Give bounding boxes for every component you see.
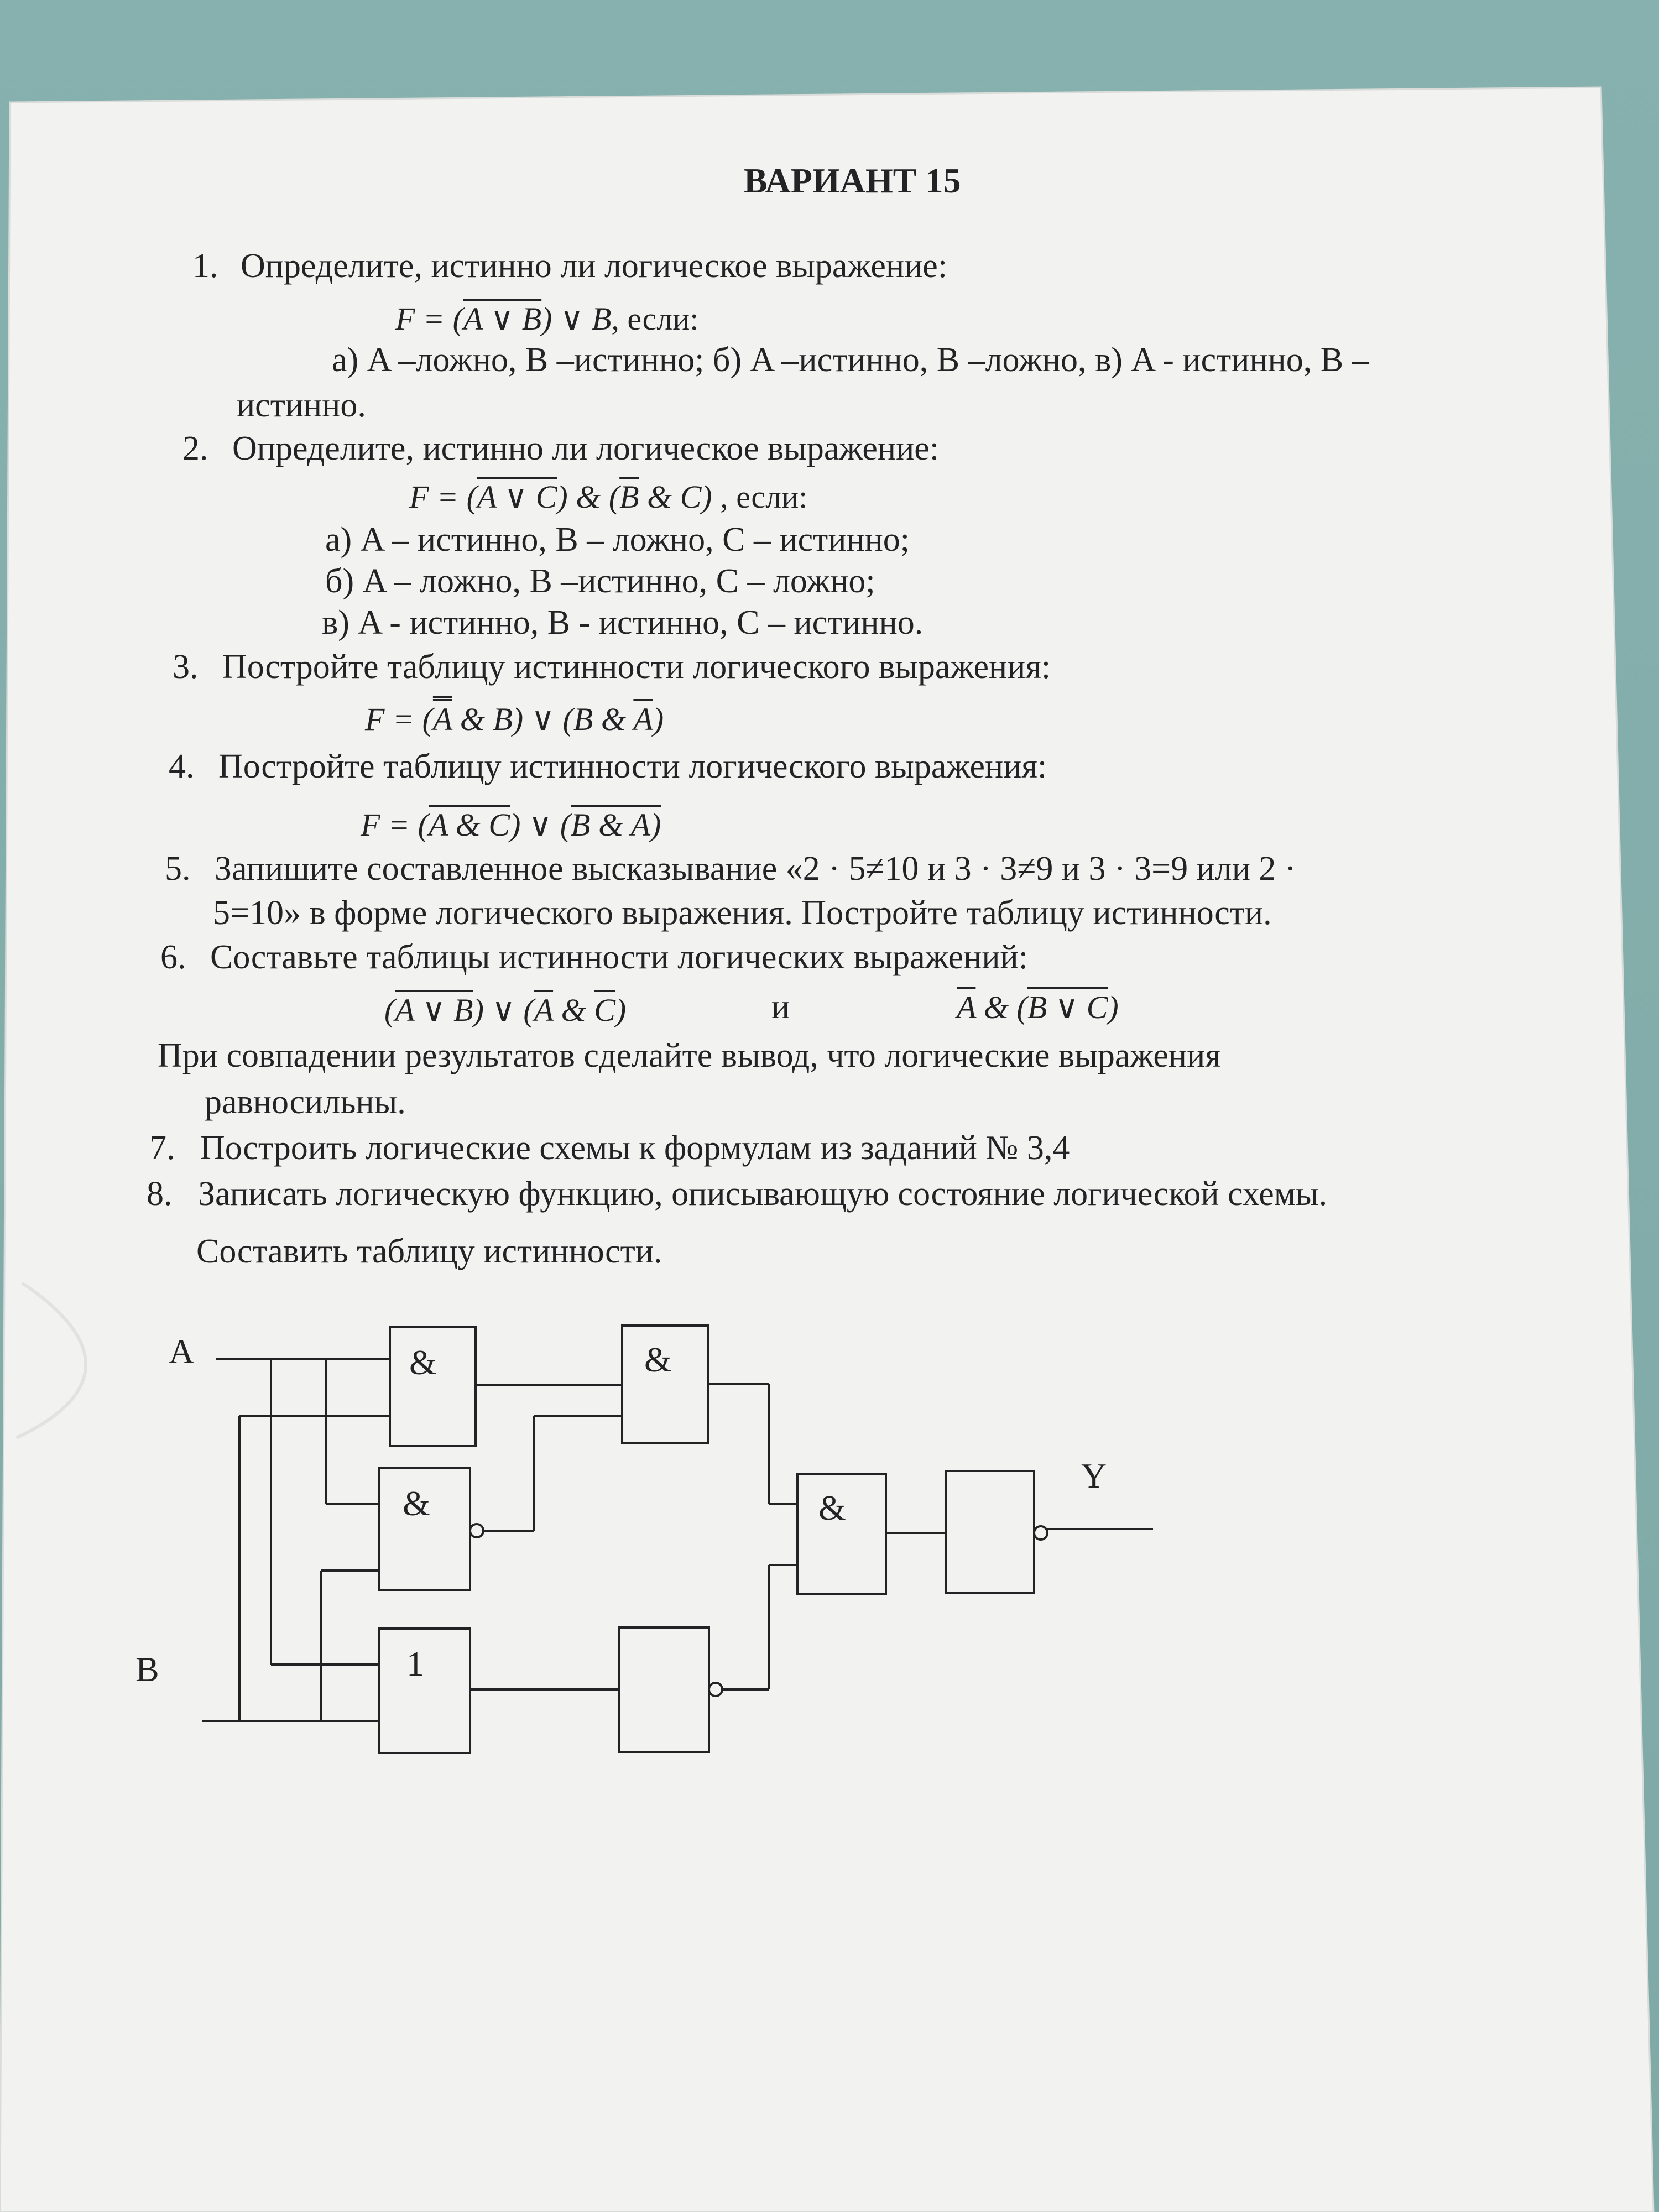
task-7-text: Построить логические схемы к формулам из заданий № 3,4 xyxy=(200,1129,1070,1167)
task-1-formula: F = (A ∨ $\overline{B}$) ∨ B, если: xyxy=(395,299,698,335)
task-2-formula: F = (A ∨ $\overline{C}$) & ($\overline{B}$ & C) , если: xyxy=(409,477,807,513)
task-1-conditions: а) A –ложно, B –истинно; б) A –истинно, B –ложно, в) A - истинно, B – xyxy=(332,341,1369,379)
task-2-condition-c: в) A - истинно, B - истинно, C – истинно. xyxy=(322,604,924,641)
task-8-text: Записать логическую функцию, описывающую состояние логической схемы. xyxy=(198,1175,1328,1213)
task-1-number: 1. xyxy=(192,247,218,285)
task-4-number: 4. xyxy=(169,748,195,785)
gate-and-6-symbol: & xyxy=(818,1488,846,1527)
task-8-text-2: Составить таблицу истинности. xyxy=(196,1233,662,1270)
task-5-line-1: Запишите составленное высказывание «2 · 5≠10 и 3 · 3≠9 и 3 · 3=9 или 2 · xyxy=(215,850,1296,888)
task-1-conditions-cont: истинно. xyxy=(237,387,366,424)
task-6-formula-1: (A ∨ B) ∨ ($\overline{A}$ & $\overline{C}$) xyxy=(384,990,626,1026)
task-2-text: Определите, истинно ли логическое выражение: xyxy=(232,430,940,467)
task-6-conjunction: и xyxy=(771,988,790,1026)
task-2-number: 2. xyxy=(182,430,208,467)
task-6-formula-2: $\overline{A}$ & (B ∨ C) xyxy=(957,987,1119,1024)
task-4-formula: F = (A & C) ∨ ($\overline{B}$ & A) xyxy=(361,805,661,841)
gate-and-4-symbol: & xyxy=(644,1340,672,1379)
task-3-formula: F = (A & B) ∨ (B & $\overline{A}$) xyxy=(365,701,664,737)
task-2-condition-b: б) A – ложно, B –истинно, C – ложно; xyxy=(325,562,875,600)
task-5-number: 5. xyxy=(165,850,191,888)
task-7-number: 7. xyxy=(149,1129,175,1167)
gate-or-3-symbol: 1 xyxy=(406,1644,424,1683)
task-6-conclusion-2: равносильны. xyxy=(205,1083,406,1121)
task-3-text: Постройте таблицу истинности логического выражения: xyxy=(222,648,1051,686)
task-1-text: Определите, истинно ли логическое выражение: xyxy=(241,247,948,285)
output-y-label: Y xyxy=(1081,1456,1107,1495)
gate-and-1-symbol: & xyxy=(409,1343,437,1382)
task-6-number: 6. xyxy=(160,938,186,976)
page-title: ВАРИАНТ 15 xyxy=(744,161,961,200)
task-4-text: Постройте таблицу истинности логического выражения: xyxy=(218,748,1047,785)
task-6-conclusion-1: При совпадении результатов сделайте вывод, что логические выражения xyxy=(158,1037,1221,1074)
task-8-number: 8. xyxy=(147,1175,173,1213)
task-6-text: Составьте таблицы истинности логических выражений: xyxy=(210,938,1028,976)
input-a-label: A xyxy=(169,1332,195,1371)
input-b-label: B xyxy=(135,1650,159,1689)
task-3-number: 3. xyxy=(173,648,199,686)
task-5-line-2: 5=10» в форме логического выражения. Постройте таблицу истинности. xyxy=(213,894,1272,932)
task-2-condition-a: а) A – истинно, B – ложно, C – истинно; xyxy=(325,521,910,559)
gate-nand-2-symbol: & xyxy=(403,1484,430,1523)
